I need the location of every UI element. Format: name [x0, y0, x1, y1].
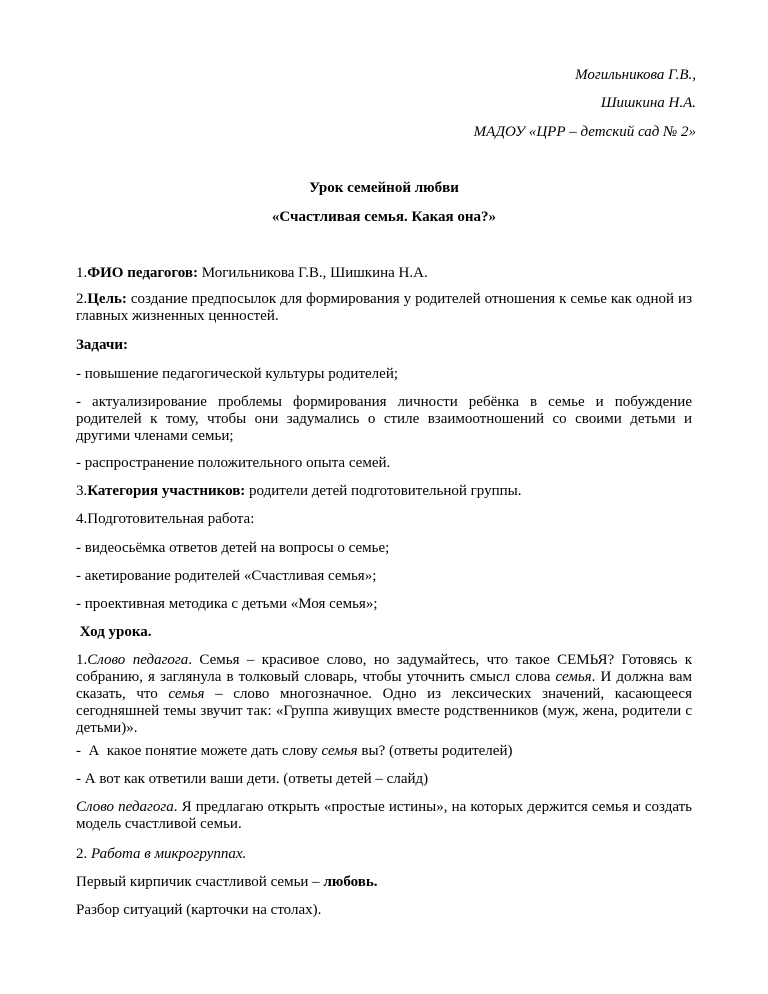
p1-text-b: . И должна вам сказать, что	[76, 669, 693, 702]
p2-italic-label: Слово педагога	[76, 799, 174, 815]
p1-italic-label: Слово педагога	[87, 652, 189, 668]
author-organization: МАДОУ «ЦРР – детский сад № 2»	[473, 124, 696, 140]
first-brick-line	[76, 874, 692, 891]
p1-text-c: – слово многозначное. Одно из лексических значений, касающееся сегодняшней темы звучит так: «Группа живущих вместе родственников (муж, жена, родители с детьми)».	[76, 686, 692, 736]
p1-word-1: семья	[555, 669, 592, 685]
author-name-2: Шишкина Н.А.	[600, 95, 696, 111]
question-line	[76, 743, 692, 760]
p1-word-2: семья	[168, 686, 205, 702]
prep-item-3: - проективная методика с детьми «Моя семья»;	[76, 596, 378, 612]
category-label: Категория участников:	[87, 483, 246, 499]
work-italic: Работа в микрогруппах.	[91, 846, 247, 862]
teacher-word-paragraph-1	[76, 652, 692, 737]
teacher-word-paragraph-2	[76, 799, 692, 833]
question-word: семья	[321, 743, 358, 759]
task-item-3: - распространение положительного опыта семей.	[76, 455, 391, 471]
cases-line: Разбор ситуаций (карточки на столах).	[76, 902, 322, 918]
brick-text: Первый кирпичик счастливой семьи –	[76, 874, 324, 890]
task-item-2: - актуализирование проблемы формирования личности ребёнка в семье и побуждение родителей к тому, чтобы они задумались о стиле взаимоотношений со своими детьми и другими членами семьи;	[76, 394, 692, 444]
goal-paragraph	[76, 291, 692, 325]
p2-text: . Я предлагаю открыть «простые истины», на которых держится семья и создать модель счастливой семьи.	[76, 799, 692, 832]
goal-number: 2.	[76, 291, 88, 307]
prep-item-1: - видеосьёмка ответов детей на вопросы о семье;	[76, 540, 390, 556]
fio-text: Могильникова Г.В., Шишкина Н.А.	[198, 265, 428, 281]
prep-heading: 4.Подготовительная работа:	[76, 511, 255, 527]
answers-line: - А вот как ответили ваши дети. (ответы детей – слайд)	[76, 771, 429, 787]
fio-label: ФИО педагогов:	[87, 265, 199, 281]
task-item-1: - повышение педагогической культуры родителей;	[76, 366, 399, 382]
work-groups-line	[76, 846, 692, 863]
goal-label: Цель:	[87, 291, 127, 307]
fio-number: 1.	[76, 265, 88, 281]
category-number: 3.	[76, 483, 88, 499]
course-heading: Ход урока.	[76, 624, 152, 640]
work-number: 2.	[76, 846, 91, 862]
category-text: родители детей подготовительной группы.	[245, 483, 522, 499]
author-name-1: Могильникова Г.В.,	[575, 67, 696, 83]
category-paragraph	[76, 483, 692, 500]
fio-paragraph	[76, 265, 692, 282]
brick-bold: любовь.	[323, 874, 378, 890]
p1-number: 1.	[76, 652, 88, 668]
p1-text-a: . Семья – красивое слово, но задумайтесь, что такое СЕМЬЯ? Готовясь к собранию, я заглянула в толковый словарь, чтобы уточнить смысл слова	[76, 652, 693, 685]
lesson-title: Урок семейной любви	[309, 180, 459, 196]
goal-text: создание предпосылок для формирования у родителей отношения к семье как одной из главных жизненных ценностей.	[76, 291, 692, 324]
tasks-heading: Задачи:	[76, 337, 129, 353]
lesson-subtitle: «Счастливая семья. Какая она?»	[271, 209, 497, 225]
prep-item-2: - акетирование родителей «Счастливая семья»;	[76, 568, 377, 584]
question-text-a: - А какое понятие можете дать слову	[76, 743, 322, 759]
question-text-b: вы? (ответы родителей)	[357, 743, 513, 759]
